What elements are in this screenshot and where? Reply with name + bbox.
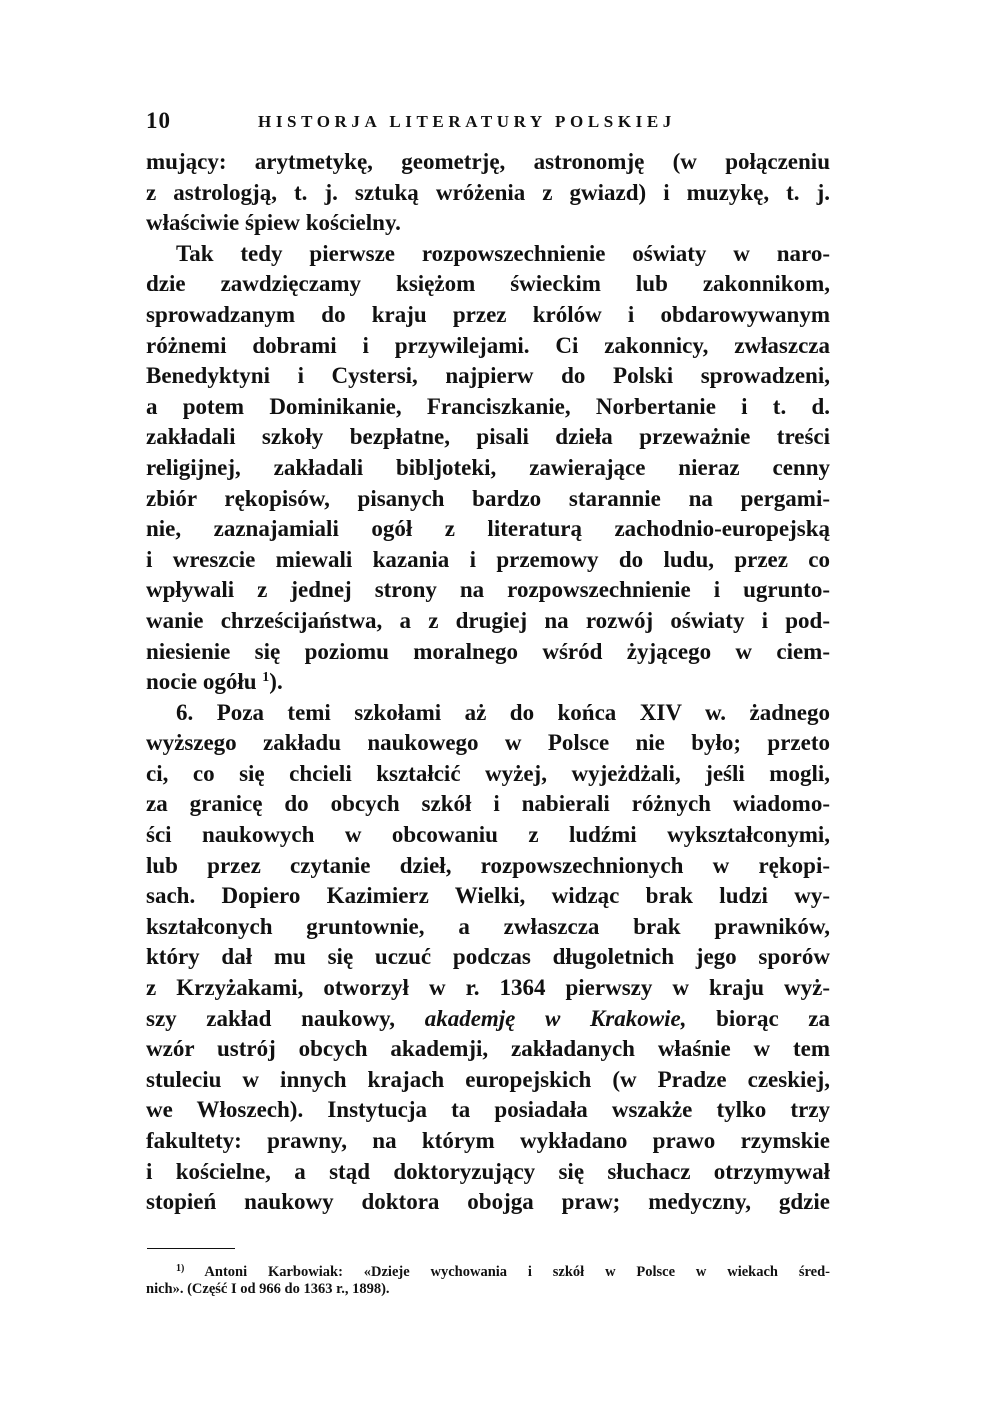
- text-line: [146, 698, 830, 729]
- text-fragment: ).: [269, 669, 283, 695]
- text-fragment: nocie ogółu: [146, 669, 257, 695]
- text-line: kształconych gruntownie, a zwłaszcza brak prawników,: [146, 913, 830, 939]
- text-line: wpływali z jednej strony na rozpowszechnienie i ugrunto-: [146, 577, 830, 603]
- text-line: Tak tedy pierwsze rozpowszechnienie oświaty w naro-: [176, 240, 830, 266]
- text-line: właściwie śpiew kościelny.: [146, 210, 401, 236]
- text-line: ci, co się chcieli kształcić wyżej, wyjeżdżali, jeśli mogli,: [146, 760, 830, 786]
- section-number: 6.: [176, 699, 194, 725]
- text-line: dzie zawdzięczamy księżom świeckim lub zakonnikom,: [146, 271, 830, 297]
- text-line: z Krzyżakami, otworzył w r. 1364 pierwszy w kraju wyż-: [146, 975, 830, 1001]
- text-line: ści naukowych w obcowaniu z ludźmi wykształconymi,: [146, 822, 830, 848]
- footnote-marker: 1): [176, 1264, 185, 1274]
- text-line: zbiór rękopisów, pisanych bardzo starannie na pergami-: [146, 485, 830, 511]
- italic-emphasis: akademję w Krakowie,: [424, 1005, 687, 1031]
- footnote-line: nich». (Część I od 966 do 1363 r., 1898).: [146, 1281, 390, 1297]
- text-line: stopień naukowy doktora obojga praw; medyczny, gdzie: [146, 1189, 830, 1215]
- footnotes: [146, 1264, 830, 1298]
- text-line: religijnej, zakładali bibljoteki, zawierające nieraz cenny: [146, 454, 830, 480]
- text-line: wanie chrześcijaństwa, a z drugiej na rozwój oświaty i pod-: [146, 607, 830, 633]
- running-title: HISTORJA LITERATURY POLSKIEJ: [258, 112, 676, 131]
- body-text: [146, 147, 830, 1218]
- text-line: i wreszcie miewali kazania i przemowy do ludu, przez co: [146, 546, 830, 572]
- text-line: różnemi dobrami i przywilejami. Ci zakonnicy, zwłaszcza: [146, 332, 830, 358]
- text-line: a potem Dominikanie, Franciszkanie, Norbertanie i t. d.: [146, 393, 830, 419]
- text-line: niesienie się poziomu moralnego wśród żyjącego w ciem-: [146, 638, 830, 664]
- text-fragment: biorąc za: [716, 1005, 830, 1031]
- text-line: sprowadzanym do kraju przez królów i obdarowywanym: [146, 301, 830, 327]
- text-line: [146, 667, 830, 698]
- text-line: fakultety: prawny, na którym wykładano prawo rzymskie: [146, 1128, 830, 1153]
- text-line: z astrologją, t. j. sztuką wróżenia z gwiazd) i muzykę, t. j.: [146, 179, 830, 205]
- text-fragment: Poza temi szkołami aż do końca XIV w. żadnego: [216, 699, 830, 725]
- text-line: lub przez czytanie dzieł, rozpowszechnionych w rękopi-: [146, 852, 830, 878]
- page-header: [146, 108, 836, 142]
- footnote-divider: [147, 1248, 235, 1249]
- text-line: i kościelne, a stąd doktoryzujący się słuchacz otrzymywał: [146, 1158, 830, 1184]
- text-line: za granicę do obcych szkół i nabierali różnych wiadomo-: [146, 791, 830, 817]
- text-line: mujący: arytmetykę, geometrję, astronomję (w połączeniu: [146, 149, 830, 174]
- footnote-reference[interactable]: 1: [262, 670, 270, 686]
- text-line: [146, 1004, 830, 1035]
- footnote-line: [146, 1264, 830, 1281]
- text-line: wzór ustrój obcych akademji, zakładanych właśnie w tem: [146, 1036, 830, 1062]
- text-fragment: szy zakład naukowy,: [146, 1005, 396, 1031]
- text-line: nie, zaznajamiali ogół z literaturą zachodnio-europejską: [146, 516, 830, 542]
- text-line: wyższego zakładu naukowego w Polsce nie było; przeto: [146, 730, 830, 756]
- text-line: który dał mu się uczuć podczas długoletnich jego sporów: [146, 944, 830, 970]
- text-line: stuleciu w innych krajach europejskich (w Pradze czeskiej,: [146, 1066, 830, 1092]
- page-number: 10: [146, 108, 171, 133]
- text-line: zakładali szkoły bezpłatne, pisali dzieła przeważnie treści: [146, 424, 830, 450]
- text-line: sach. Dopiero Kazimierz Wielki, widząc brak ludzi wy-: [146, 883, 830, 909]
- text-line: we Włoszech). Instytucja ta posiadała wszakże tylko trzy: [146, 1097, 830, 1123]
- text-line: Benedyktyni i Cystersi, najpierw do Polski sprowadzeni,: [146, 363, 830, 389]
- text-fragment: Antoni Karbowiak: «Dzieje wychowania i szkół w Polsce w wiekach śred-: [204, 1264, 830, 1280]
